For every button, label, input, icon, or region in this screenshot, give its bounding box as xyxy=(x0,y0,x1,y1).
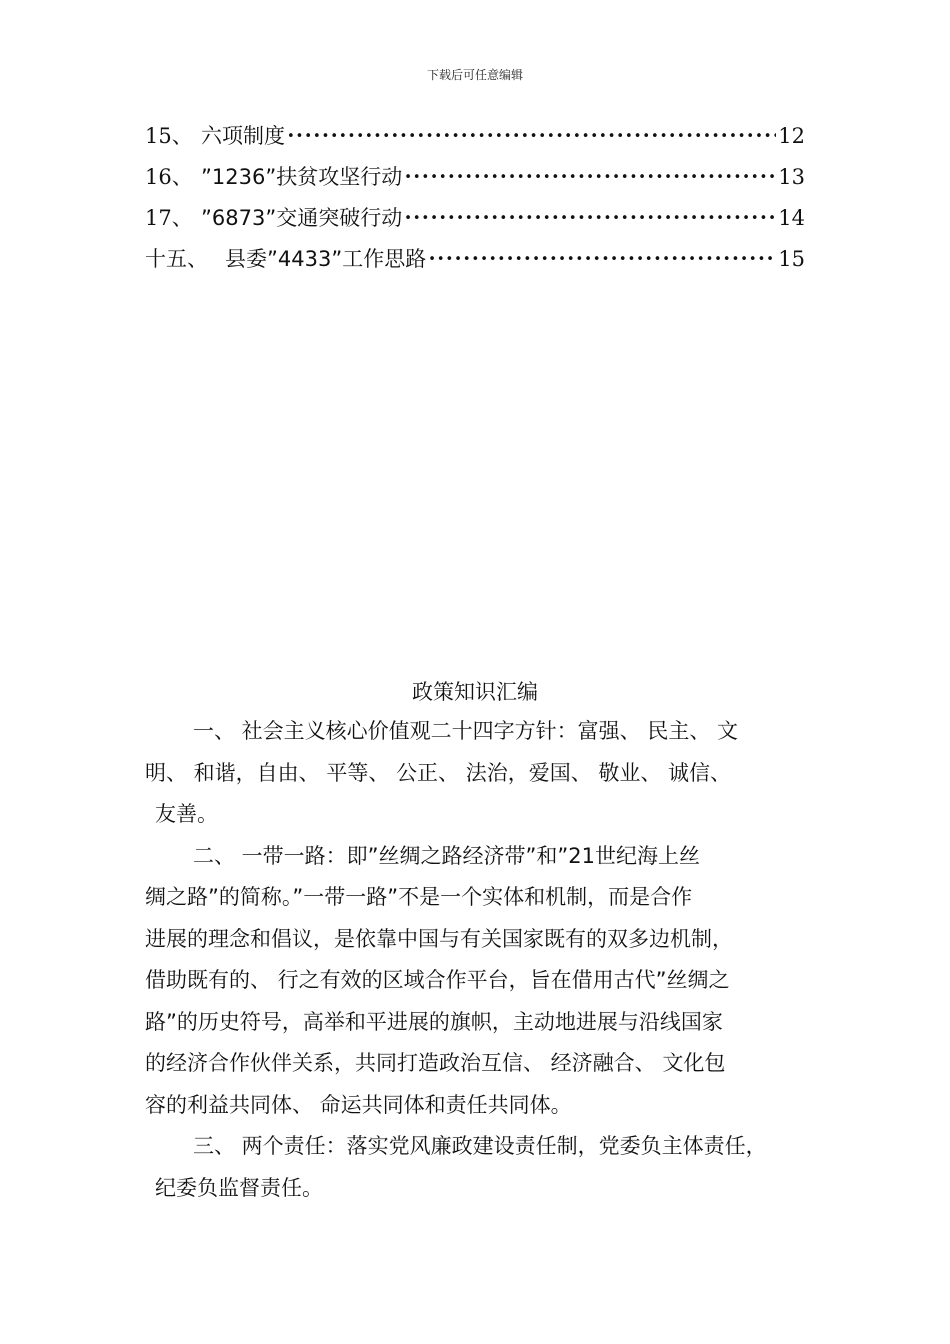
paragraph-two-responsibilities xyxy=(145,1126,825,1209)
toc-entry-title: ”1236”扶贫攻坚行动 xyxy=(201,165,403,189)
paragraph-line: 进展的理念和倡议，是依靠中国与有关国家既有的双多边机制， xyxy=(145,926,733,951)
toc-entry-title: 县委”4433”工作思路 xyxy=(225,247,427,271)
paragraph-line: 容的利益共同体、 命运共同体和责任共同体。 xyxy=(145,1092,572,1117)
toc-entry-number: 16、 xyxy=(145,165,193,189)
paragraph-line: 三、 两个责任：落实党风廉政建设责任制，党委负主体责任， xyxy=(193,1134,767,1158)
toc-entry-page: 13 xyxy=(778,165,805,189)
paragraph-line: 路”的历史符号，高举和平进展的旗帜，主动地进展与沿线国家 xyxy=(145,1009,723,1034)
paragraph-line: 借助既有的、 行之有效的区域合作平台，旨在借用古代”丝绸之 xyxy=(145,968,730,992)
paragraph-line: 友善。 xyxy=(155,802,218,826)
paragraph-line: 明、 和谐，自由、 平等、 公正、 法治，爱国、 敬业、 诚信、 xyxy=(145,760,732,785)
paragraph-core-values xyxy=(145,711,825,836)
document-body xyxy=(145,711,825,1209)
toc-entry xyxy=(145,116,805,157)
paragraph-line: 的经济合作伙伴关系，共同打造政治互信、 经济融合、 文化包 xyxy=(145,1051,726,1075)
toc-dot-leader xyxy=(404,157,776,198)
toc-entry-page: 14 xyxy=(778,206,805,230)
toc-entry-page: 15 xyxy=(778,247,805,271)
toc-entry-title: 六项制度 xyxy=(201,124,285,148)
toc-dot-leader xyxy=(287,116,776,157)
toc-entry xyxy=(145,157,805,198)
paragraph-belt-and-road xyxy=(145,836,825,1127)
document-title: 政策知识汇编 xyxy=(412,680,538,704)
paragraph-line: 绸之路”的简称。”一带一路”不是一个实体和机制，而是合作 xyxy=(145,885,693,909)
paragraph-line: 二、 一带一路：即”丝绸之路经济带”和”21世纪海上丝 xyxy=(193,843,701,868)
paragraph-line: 一、 社会主义核心价值观二十四字方针：富强、 民主、 文 xyxy=(193,719,739,743)
toc-entry xyxy=(145,198,805,239)
toc-dot-leader xyxy=(428,239,776,280)
toc-entry-page: 12 xyxy=(778,124,805,148)
paragraph-line: 纪委负监督责任。 xyxy=(155,1175,323,1200)
toc-entry-title: ”6873”交通突破行动 xyxy=(201,206,403,230)
toc-entry-number: 17、 xyxy=(145,206,193,230)
toc-entry-number: 15、 xyxy=(145,124,193,148)
page-header-note: 下载后可任意编辑 xyxy=(426,68,523,82)
toc-entry xyxy=(145,239,805,280)
toc-entry-number: 十五、 xyxy=(145,247,208,271)
table-of-contents xyxy=(145,116,805,280)
toc-dot-leader xyxy=(404,198,776,239)
